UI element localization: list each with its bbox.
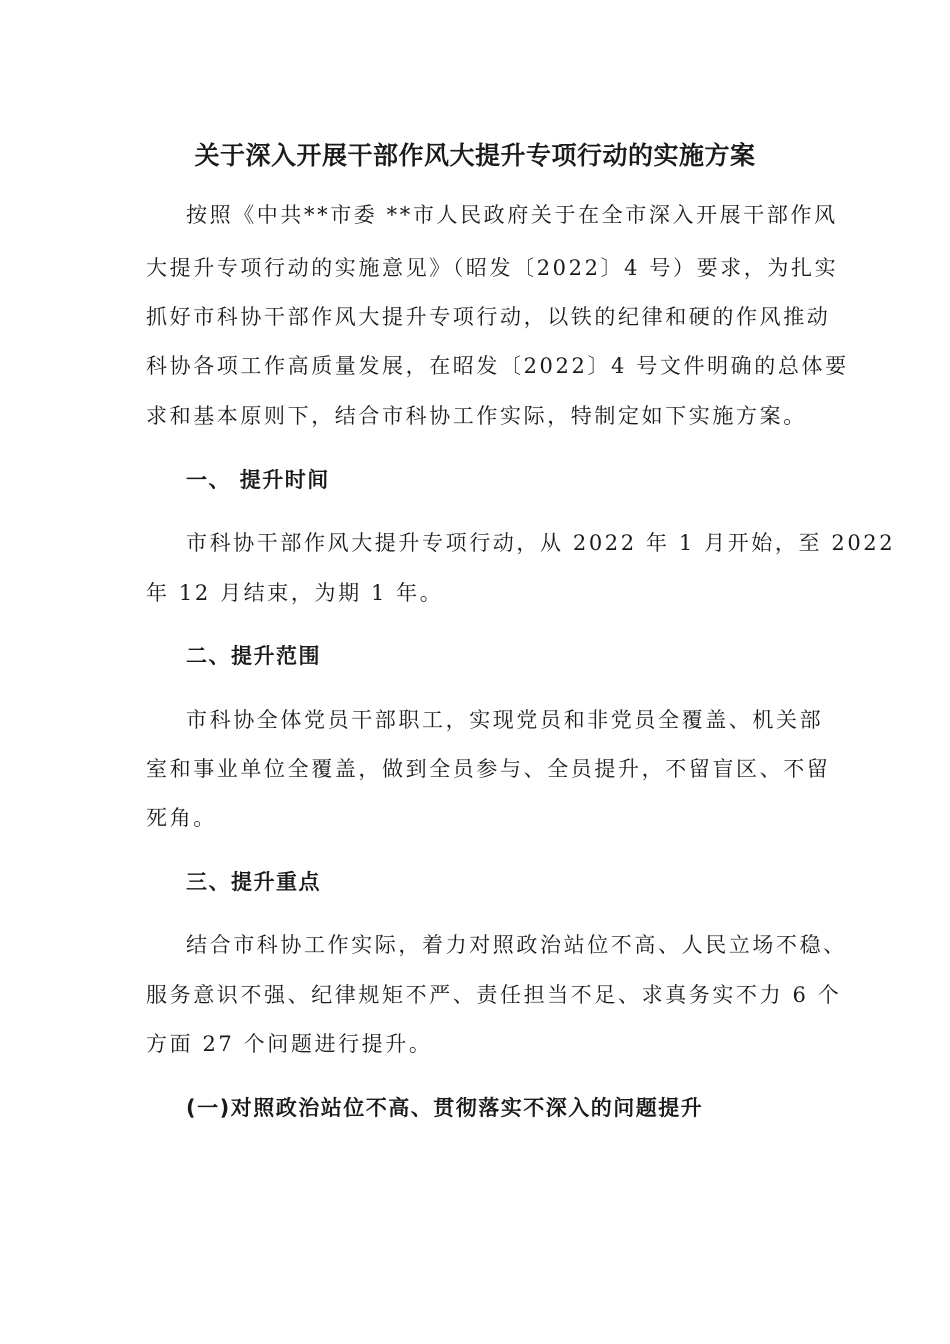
intro-line-4: 科协各项工作高质量发展，在昭发〔2022〕4 号文件明确的总体要 — [146, 354, 849, 378]
intro-line-3: 抓好市科协干部作风大提升专项行动，以铁的纪律和硬的作风推动 — [146, 305, 831, 329]
section1-line-1: 市科协干部作风大提升专项行动，从 2022 年 1 月开始，至 2022 — [186, 531, 896, 555]
section-heading-focus: 三、提升重点 — [186, 870, 321, 894]
section2-line-3: 死角。 — [146, 806, 217, 830]
intro-line-1: 按照《中共**市委 **市人民政府关于在全市深入开展干部作风 — [186, 203, 838, 227]
section2-line-1: 市科协全体党员干部职工，实现党员和非党员全覆盖、机关部 — [186, 708, 824, 732]
section3-line-1: 结合市科协工作实际，着力对照政治站位不高、人民立场不稳、 — [186, 933, 847, 957]
section3-line-2: 服务意识不强、纪律规矩不严、责任担当不足、求真务实不力 6 个 — [146, 983, 842, 1007]
section-heading-time: 一、 提升时间 — [186, 468, 330, 492]
subsection-heading-1: (一)对照政治站位不高、贯彻落实不深入的问题提升 — [186, 1096, 704, 1120]
section2-line-2: 室和事业单位全覆盖，做到全员参与、全员提升，不留盲区、不留 — [146, 757, 831, 781]
intro-line-5: 求和基本原则下，结合市科协工作实际，特制定如下实施方案。 — [146, 404, 807, 428]
section1-line-2: 年 12 月结束，为期 1 年。 — [146, 581, 444, 605]
document-title: 关于深入开展干部作风大提升专项行动的实施方案 — [194, 141, 756, 170]
section-heading-scope: 二、提升范围 — [186, 644, 321, 668]
intro-line-2: 大提升专项行动的实施意见》（昭发〔2022〕4 号）要求，为扎实 — [146, 256, 839, 280]
section3-line-3: 方面 27 个问题进行提升。 — [146, 1032, 433, 1056]
